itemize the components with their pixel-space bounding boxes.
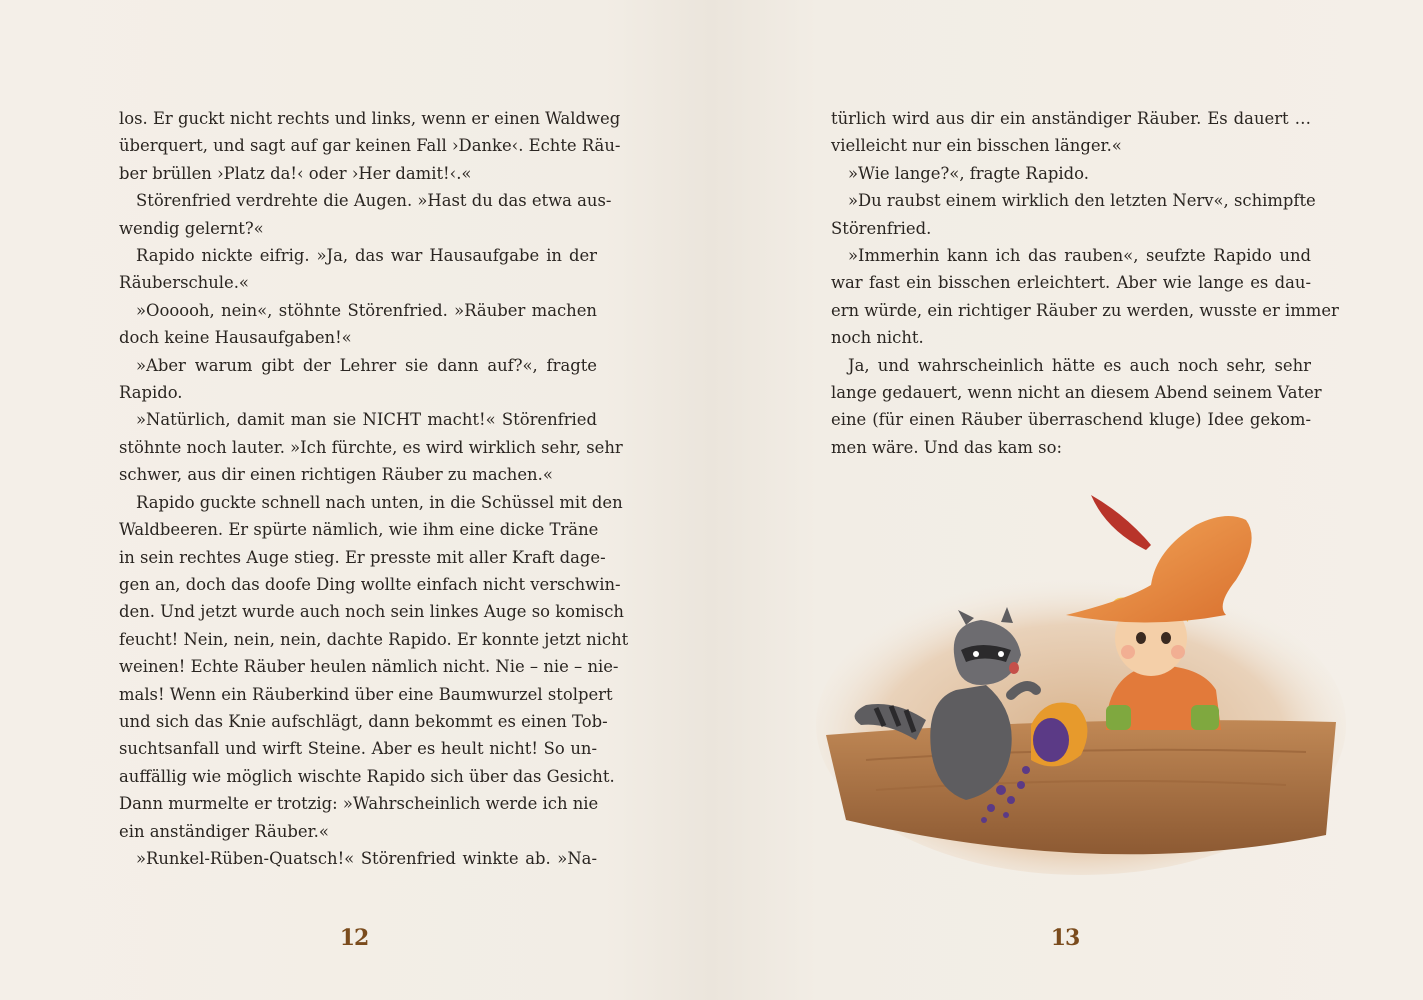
page-number-right: 13 — [1050, 925, 1080, 951]
right-page-text-line: men wäre. Und das kam so: — [831, 437, 1062, 457]
right-page-text-line: eine (für einen Räuber überraschend kluge) Idee gekom- — [831, 410, 1311, 430]
left-page-text-line: Räuberschule.« — [119, 273, 249, 293]
left-page-text-line: überquert, und sagt auf gar keinen Fall ›Danke‹. Echte Räu- — [119, 136, 621, 156]
left-page-text-line: ein anständiger Räuber.« — [119, 821, 329, 841]
left-page-text-line: gen an, doch das doofe Ding wollte einfach nicht verschwin- — [119, 574, 621, 594]
right-page-text-line: lange gedauert, wenn nicht an diesem Abend seinem Vater — [831, 383, 1322, 403]
left-page-text-line: »Oooooh, nein«, stöhnte Störenfried. »Räuber machen — [136, 300, 597, 320]
left-page-text — [119, 105, 629, 872]
illustration-raccoon-and-robber-boy — [806, 490, 1346, 880]
left-page-text-line: los. Er guckt nicht rechts und links, wenn er einen Waldweg — [119, 109, 621, 128]
right-page-text-line: ern würde, ein richtiger Räuber zu werden, wusste er immer — [831, 300, 1339, 320]
right-page-text-line: »Wie lange?«, fragte Rapido. — [848, 163, 1089, 183]
left-page-text-line: Rapido. — [119, 383, 183, 403]
left-page-text-line: Rapido guckte schnell nach unten, in die Schüssel mit den — [136, 492, 623, 512]
right-page-text-line: noch nicht. — [831, 328, 924, 348]
left-page — [0, 0, 711, 1000]
left-page-text-line: stöhnte noch lauter. »Ich fürchte, es wird wirklich sehr, sehr — [119, 437, 623, 457]
right-page-text-line: vielleicht nur ein bisschen länger.« — [831, 136, 1122, 156]
left-page-text-line: den. Und jetzt wurde auch noch sein linkes Auge so komisch — [119, 602, 624, 622]
left-page-text-line: doch keine Hausaufgaben!« — [119, 328, 352, 348]
left-page-text-line: ber brüllen ›Platz da!‹ oder ›Her damit!‹.« — [119, 163, 472, 183]
right-page-text-line: türlich wird aus dir ein anständiger Räuber. Es dauert … — [831, 109, 1311, 128]
left-page-text-line: Rapido nickte eifrig. »Ja, das war Hausaufgabe in der — [136, 246, 597, 266]
right-page-text-line: war fast ein bisschen erleichtert. Aber wie lange es dau- — [831, 273, 1311, 293]
left-page-text-line: »Natürlich, damit man sie NICHT macht!« Störenfried — [136, 410, 597, 430]
left-page-text-line: »Aber warum gibt der Lehrer sie dann auf?«, fragte — [136, 355, 597, 375]
hat-feather — [1091, 495, 1151, 550]
left-page-text-line: suchtsanfall und wirft Steine. Aber es heult nicht! So un- — [119, 739, 597, 759]
left-page-text-line: feucht! Nein, nein, nein, dachte Rapido. Er konnte jetzt nicht — [119, 629, 629, 649]
left-page-text-line: »Runkel-Rüben-Quatsch!« Störenfried winkte ab. »Na- — [136, 848, 597, 868]
left-page-text-line: Waldbeeren. Er spürte nämlich, wie ihm eine dicke Träne — [119, 520, 599, 540]
right-page — [711, 0, 1423, 1000]
right-page-text-line: Störenfried. — [831, 218, 932, 238]
left-page-text-line: Dann murmelte er trotzig: »Wahrscheinlich werde ich nie — [119, 794, 599, 814]
right-page-text-line: »Immerhin kann ich das rauben«, seufzte Rapido und — [848, 246, 1311, 266]
right-page-text — [831, 105, 1339, 461]
page-number-left: 12 — [339, 925, 369, 951]
left-page-text-line: weinen! Echte Räuber heulen nämlich nicht. Nie – nie – nie- — [119, 657, 619, 677]
left-page-text-line: auffällig wie möglich wischte Rapido sich über das Gesicht. — [119, 766, 615, 786]
right-page-text-line: »Du raubst einem wirklich den letzten Nerv«, schimpfte — [848, 191, 1316, 211]
left-page-text-line: wendig gelernt?« — [119, 218, 264, 238]
left-page-text-line: schwer, aus dir einen richtigen Räuber zu machen.« — [119, 465, 553, 485]
left-page-text-line: Störenfried verdrehte die Augen. »Hast du das etwa aus- — [136, 191, 612, 211]
left-page-text-line: und sich das Knie aufschlägt, dann bekommt es einen Tob- — [119, 711, 608, 731]
left-page-text-line: mals! Wenn ein Räuberkind über eine Baumwurzel stolpert — [119, 684, 613, 704]
right-page-text-line: Ja, und wahrscheinlich hätte es auch noch sehr, sehr — [848, 355, 1311, 375]
left-page-text-line: in sein rechtes Auge stieg. Er presste mit aller Kraft dage- — [119, 547, 606, 567]
